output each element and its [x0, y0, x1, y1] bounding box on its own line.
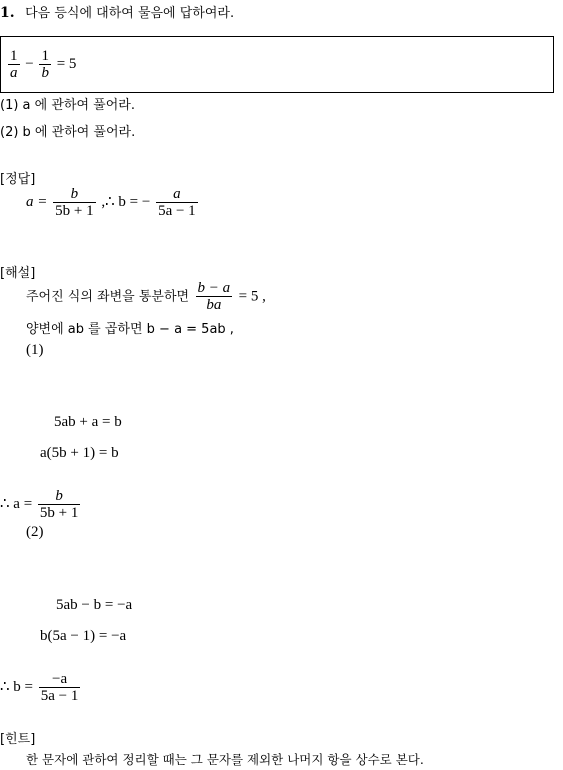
- part1-equation-2: a(5b + 1) = b: [40, 445, 119, 461]
- frac2-numerator: 1: [41, 48, 49, 64]
- part2-result-frac: [39, 671, 81, 704]
- hint-text: 한 문자에 관하여 정리할 때는 그 문자를 제외한 나머지 항을 상수로 본다.: [26, 752, 424, 767]
- part1-result-den: 5b + 1: [39, 505, 79, 521]
- explanation-line-2: 양변에 ab 를 곱하면 b − a = 5ab ,: [26, 322, 234, 337]
- part2-result-den: 5a − 1: [40, 688, 79, 704]
- problem-heading: [0, 2, 234, 21]
- equation-frac-2: [39, 48, 51, 81]
- part2-result-num: −a: [52, 671, 68, 687]
- frac1-numerator: 1: [10, 48, 18, 64]
- frac1-denominator: a: [10, 65, 18, 81]
- part1-result-frac: [38, 488, 80, 521]
- part2-result-lhs: ∴ b =: [0, 678, 34, 695]
- part2-equation-2: b(5a − 1) = −a: [40, 628, 127, 644]
- part1-result-num: b: [55, 488, 63, 504]
- question-1: (1) a 에 관하여 풀어라.: [0, 98, 135, 113]
- answer-frac2-den: 5a − 1: [158, 203, 196, 219]
- explanation-header: [해설]: [0, 266, 36, 281]
- answer-frac-2: [156, 186, 198, 219]
- given-equation: [6, 48, 76, 81]
- explanation-frac-den: ba: [206, 297, 222, 313]
- equation-box: [0, 36, 554, 93]
- equation-frac-1: [8, 48, 20, 81]
- part-1-label: (1): [26, 342, 44, 358]
- answer-lhs: a =: [26, 193, 48, 210]
- part1-equation-1: 5ab + a = b: [54, 414, 122, 430]
- explanation-frac: [196, 280, 233, 313]
- answer-frac2-num: a: [173, 186, 181, 202]
- answer-header: [정답]: [0, 172, 36, 187]
- frac2-denominator: b: [41, 65, 49, 81]
- answer-frac1-den: 5b + 1: [55, 203, 94, 219]
- explanation-line1-text: 주어진 식의 좌변을 통분하면: [26, 289, 190, 305]
- question-2: (2) b 에 관하여 풀어라.: [0, 125, 136, 140]
- explanation-line1-rhs: = 5 ,: [238, 288, 266, 305]
- part2-result: [0, 671, 82, 704]
- answer-separator: ,∴ b = −: [101, 193, 151, 210]
- explanation-frac-num: b − a: [197, 280, 231, 296]
- part-2-label: (2): [26, 524, 44, 540]
- problem-number: 1.: [0, 5, 15, 21]
- answer-line: [26, 186, 200, 219]
- answer-frac1-num: b: [70, 186, 79, 202]
- part2-equation-1: 5ab − b = −a: [56, 597, 133, 613]
- explanation-line-1: [26, 280, 266, 313]
- problem-title: 다음 등식에 대하여 물음에 답하여라.: [25, 6, 235, 21]
- equation-minus: −: [25, 55, 34, 72]
- hint-header: [힌트]: [0, 732, 36, 747]
- part1-result-lhs: ∴ a =: [0, 495, 33, 512]
- equation-rhs: = 5: [56, 55, 77, 72]
- part1-result: [0, 488, 82, 521]
- answer-frac-1: [53, 186, 95, 219]
